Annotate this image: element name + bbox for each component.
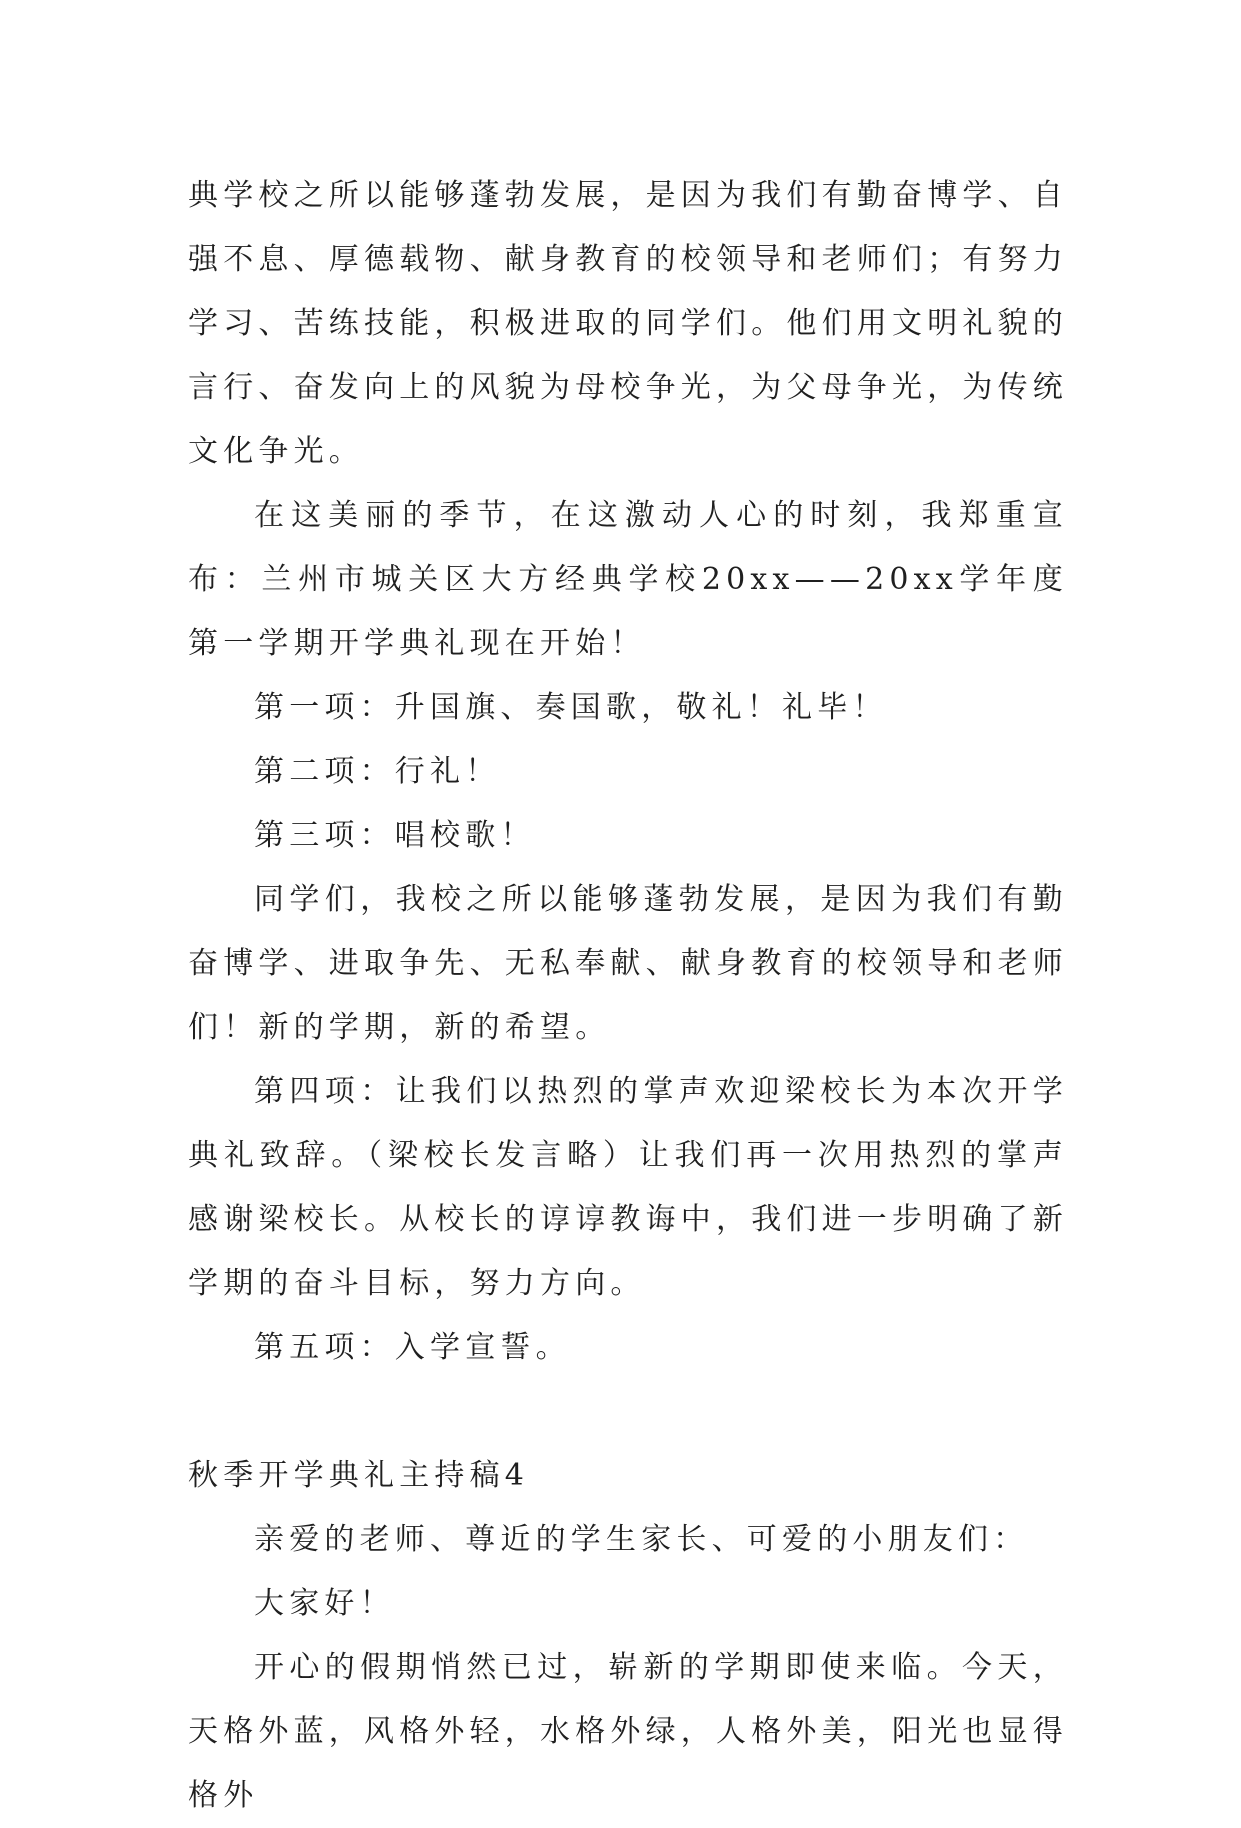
paragraph-opening: 开心的假期悄然已过，崭新的学期即使来临。今天，天格外蓝，风格外轻，水格外绿，人格外美，阳光也显得格外 (188, 1650, 1068, 1813)
paragraph-item-5: 第五项：入学宣誓。 (254, 1330, 571, 1365)
paragraph-greeting: 大家好！ (254, 1586, 395, 1621)
paragraph-continued: 典学校之所以能够蓬勃发展，是因为我们有勤奋博学、自强不息、厚德载物、献身教育的校领导和老师们；有努力学习、苦练技能，积极进取的同学们。他们用文明礼貌的言行、奋发向上的风貌为母校争光，为父母争光，为传统文化争光。 (188, 178, 1068, 469)
paragraph-students: 同学们，我校之所以能够蓬勃发展，是因为我们有勤奋博学、进取争先、无私奉献、献身教育的校领导和老师们！新的学期，新的希望。 (188, 882, 1068, 1045)
document-body (188, 164, 1068, 1828)
paragraph-salutation: 亲爱的老师、尊近的学生家长、可爱的小朋友们： (254, 1522, 1029, 1557)
paragraph-item-4: 第四项：让我们以热烈的掌声欢迎梁校长为本次开学典礼致辞。（梁校长发言略）让我们再一次用热烈的掌声感谢梁校长。从校长的谆谆教诲中，我们进一步明确了新学期的奋斗目标，努力方向。 (188, 1074, 1068, 1301)
paragraph-item-1: 第一项：升国旗、奏国歌，敬礼！礼毕！ (254, 690, 888, 725)
paragraph-announcement: 在这美丽的季节，在这激动人心的时刻，我郑重宣布：兰州市城关区大方经典学校20xx——20xx学年度第一学期开学典礼现在开始！ (188, 498, 1068, 661)
paragraph-item-3: 第三项：唱校歌！ (254, 818, 536, 853)
paragraph-item-2: 第二项：行礼！ (254, 754, 501, 789)
section-heading: 秋季开学典礼主持稿4 (188, 1458, 530, 1493)
